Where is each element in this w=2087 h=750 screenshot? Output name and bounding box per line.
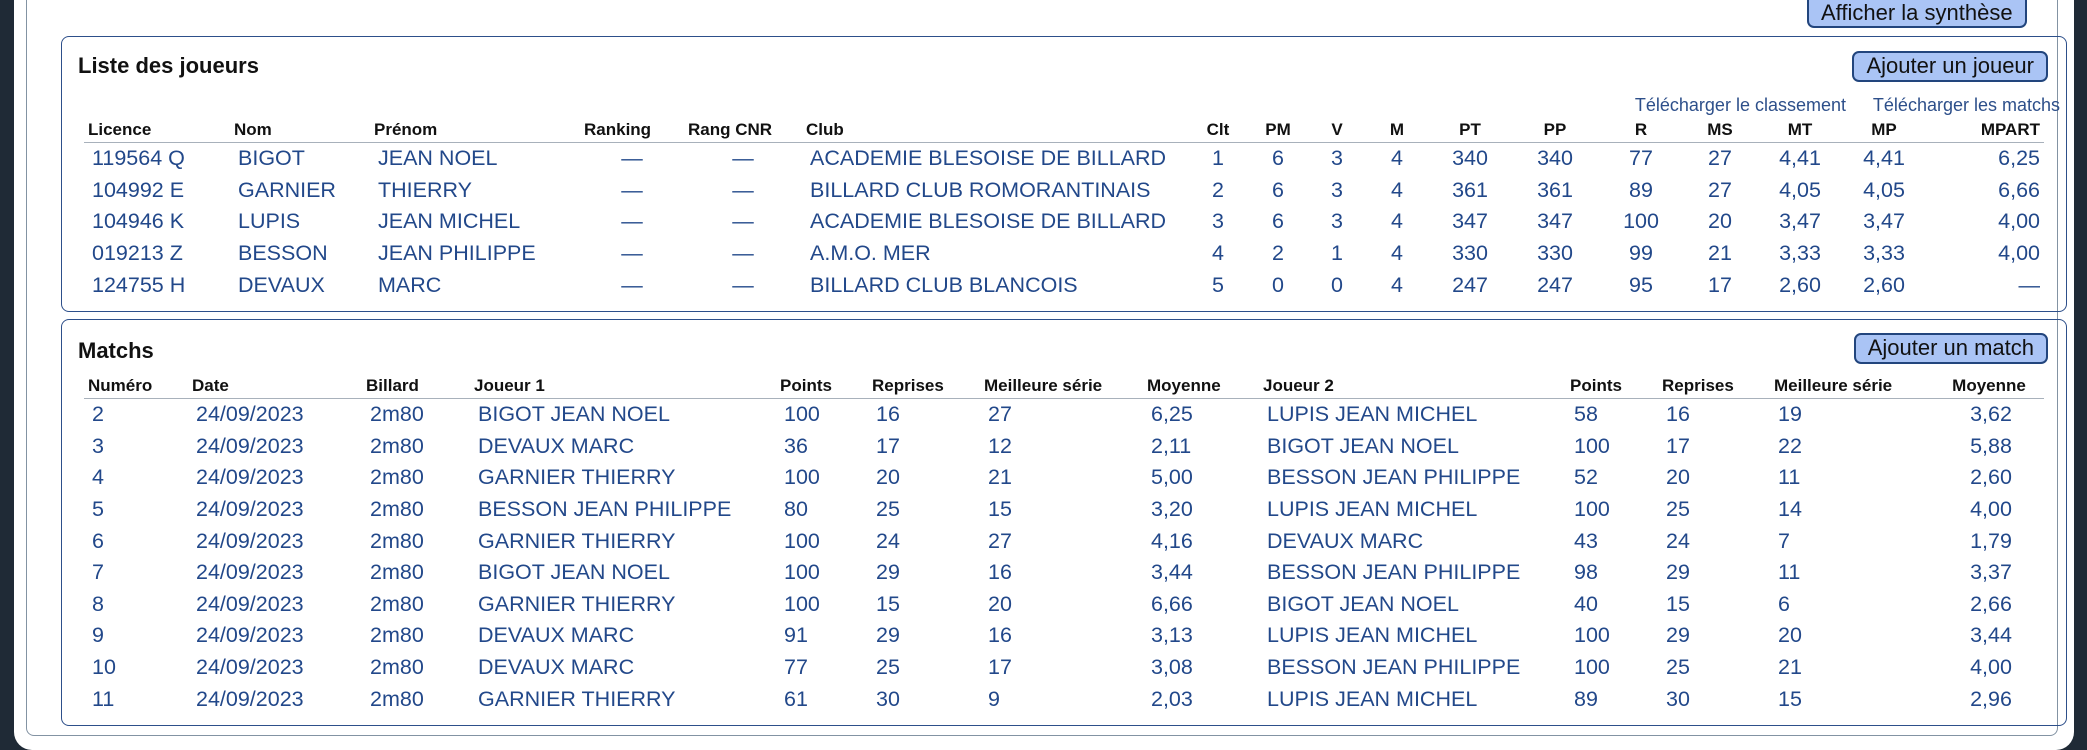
cell-meilleure-serie2: 7	[1778, 528, 1790, 553]
cell-points2: 58	[1574, 402, 1598, 427]
cell-billard: 2m80	[370, 686, 424, 711]
cell-reprises1: 15	[876, 591, 900, 616]
cell-prenom: THIERRY	[378, 177, 472, 202]
cell-club: BILLARD CLUB ROMORANTINAIS	[810, 177, 1151, 202]
header-v: V	[1310, 118, 1364, 143]
cell-points1: 91	[784, 623, 808, 648]
cell-clt: 5	[1212, 272, 1224, 297]
cell-mp: 4,41	[1863, 146, 1905, 171]
cell-points2: 40	[1574, 591, 1598, 616]
player-row[interactable]	[84, 175, 2044, 207]
match-row[interactable]	[84, 683, 2044, 715]
cell-pm: 6	[1272, 209, 1284, 234]
cell-points1: 80	[784, 497, 808, 522]
cell-pt: 247	[1452, 272, 1488, 297]
header-ranking: Ranking	[580, 118, 684, 143]
cell-numero: 2	[92, 402, 104, 427]
cell-meilleure-serie1: 16	[988, 623, 1012, 648]
cell-pm: 6	[1272, 177, 1284, 202]
cell-moyenne2: 2,96	[1970, 686, 2012, 711]
cell-pp: 247	[1537, 272, 1573, 297]
header-prenom: Prénom	[370, 118, 580, 143]
cell-mpart: 4,00	[1998, 241, 2040, 266]
cell-prenom: JEAN PHILIPPE	[378, 241, 536, 266]
cell-club: BILLARD CLUB BLANCOIS	[810, 272, 1078, 297]
cell-meilleure-serie1: 12	[988, 433, 1012, 458]
match-row[interactable]	[84, 462, 2044, 494]
header-ms: MS	[1682, 118, 1758, 143]
cell-ranking: —	[621, 272, 643, 297]
matches-table	[84, 374, 2044, 715]
cell-reprises2: 17	[1666, 433, 1690, 458]
header-clt: Clt	[1190, 118, 1246, 143]
cell-rang-cnr: —	[732, 146, 754, 171]
cell-numero: 3	[92, 433, 104, 458]
header-moyenne1: Moyenne	[1143, 374, 1259, 399]
cell-date: 24/09/2023	[196, 686, 304, 711]
cell-clt: 1	[1212, 146, 1224, 171]
cell-joueur2: BESSON JEAN PHILIPPE	[1267, 655, 1521, 680]
cell-mp: 3,47	[1863, 209, 1905, 234]
cell-club: A.M.O. MER	[810, 241, 931, 266]
cell-joueur2: LUPIS JEAN MICHEL	[1267, 686, 1478, 711]
header-billard: Billard	[362, 374, 470, 399]
cell-reprises1: 16	[876, 402, 900, 427]
cell-meilleure-serie1: 17	[988, 655, 1012, 680]
cell-pt: 330	[1452, 241, 1488, 266]
cell-points1: 100	[784, 560, 820, 585]
cell-moyenne1: 2,03	[1151, 686, 1193, 711]
cell-meilleure-serie2: 11	[1778, 465, 1801, 490]
cell-r: 95	[1629, 272, 1653, 297]
cell-joueur2: BESSON JEAN PHILIPPE	[1267, 465, 1521, 490]
match-row[interactable]	[84, 525, 2044, 557]
matches-header-row	[84, 374, 2044, 399]
cell-moyenne2: 2,60	[1970, 465, 2012, 490]
cell-r: 77	[1629, 146, 1653, 171]
cell-reprises2: 30	[1666, 686, 1690, 711]
cell-ranking: —	[621, 241, 643, 266]
cell-joueur1: BIGOT JEAN NOEL	[478, 560, 670, 585]
header-pt: PT	[1430, 118, 1510, 143]
cell-ms: 21	[1708, 241, 1732, 266]
cell-numero: 5	[92, 497, 104, 522]
header-pm: PM	[1246, 118, 1310, 143]
cell-joueur1: DEVAUX MARC	[478, 623, 635, 648]
header-club: Club	[802, 118, 1190, 143]
cell-meilleure-serie2: 20	[1778, 623, 1802, 648]
cell-moyenne1: 4,16	[1151, 528, 1193, 553]
cell-v: 3	[1331, 209, 1343, 234]
cell-numero: 10	[92, 655, 116, 680]
cell-mt: 3,33	[1779, 241, 1821, 266]
cell-reprises1: 29	[876, 560, 900, 585]
cell-moyenne1: 6,66	[1151, 591, 1193, 616]
header-mt: MT	[1758, 118, 1842, 143]
cell-meilleure-serie2: 21	[1778, 655, 1802, 680]
cell-licence: 019213 Z	[92, 241, 183, 266]
header-joueur1: Joueur 1	[470, 374, 776, 399]
cell-rang-cnr: —	[732, 209, 754, 234]
cell-meilleure-serie1: 27	[988, 528, 1012, 553]
header-r: R	[1600, 118, 1682, 143]
cell-mp: 2,60	[1863, 272, 1905, 297]
matches-title: Matchs	[78, 338, 154, 363]
header-licence: Licence	[84, 118, 230, 143]
header-mp: MP	[1842, 118, 1926, 143]
cell-mt: 4,05	[1779, 177, 1821, 202]
cell-reprises2: 29	[1666, 560, 1690, 585]
cell-joueur1: GARNIER THIERRY	[478, 686, 676, 711]
cell-nom: DEVAUX	[238, 272, 325, 297]
cell-moyenne2: 3,44	[1970, 623, 2012, 648]
cell-rang-cnr: —	[732, 272, 754, 297]
cell-reprises2: 29	[1666, 623, 1690, 648]
cell-ms: 27	[1708, 146, 1732, 171]
cell-licence: 104946 K	[92, 209, 185, 234]
cell-points1: 100	[784, 528, 820, 553]
cell-m: 4	[1391, 272, 1403, 297]
cell-prenom: JEAN NOEL	[378, 146, 498, 171]
players-header-row	[84, 118, 2044, 143]
cell-pm: 0	[1272, 272, 1284, 297]
cell-joueur2: BIGOT JEAN NOEL	[1267, 433, 1459, 458]
header-numero: Numéro	[84, 374, 188, 399]
cell-meilleure-serie2: 11	[1778, 560, 1801, 585]
cell-joueur1: BESSON JEAN PHILIPPE	[478, 497, 732, 522]
cell-billard: 2m80	[370, 655, 424, 680]
cell-joueur2: LUPIS JEAN MICHEL	[1267, 402, 1478, 427]
cell-meilleure-serie1: 15	[988, 497, 1012, 522]
cell-joueur2: BIGOT JEAN NOEL	[1267, 591, 1459, 616]
cell-date: 24/09/2023	[196, 623, 304, 648]
cell-clt: 2	[1212, 177, 1224, 202]
players-title: Liste des joueurs	[78, 53, 259, 78]
cell-v: 1	[1331, 241, 1343, 266]
cell-reprises2: 24	[1666, 528, 1690, 553]
match-row[interactable]	[84, 620, 2044, 652]
cell-date: 24/09/2023	[196, 591, 304, 616]
cell-date: 24/09/2023	[196, 497, 304, 522]
cell-pp: 340	[1537, 146, 1573, 171]
header-meilleure-serie2: Meilleure série	[1770, 374, 1934, 399]
cell-club: ACADEMIE BLESOISE DE BILLARD	[810, 209, 1167, 234]
cell-joueur1: GARNIER THIERRY	[478, 465, 676, 490]
cell-numero: 6	[92, 528, 104, 553]
cell-billard: 2m80	[370, 591, 424, 616]
header-rang-cnr: Rang CNR	[684, 118, 802, 143]
cell-joueur1: GARNIER THIERRY	[478, 591, 676, 616]
cell-pt: 347	[1452, 209, 1488, 234]
cell-points1: 100	[784, 465, 820, 490]
players-section	[61, 36, 2067, 312]
player-row[interactable]	[84, 206, 2044, 238]
cell-points1: 100	[784, 402, 820, 427]
add-match-button[interactable]: Ajouter un match	[1854, 333, 2048, 364]
header-mpart: MPART	[1926, 118, 2044, 143]
cell-date: 24/09/2023	[196, 528, 304, 553]
cell-points2: 100	[1574, 497, 1610, 522]
cell-numero: 8	[92, 591, 104, 616]
cell-mt: 2,60	[1779, 272, 1821, 297]
cell-meilleure-serie1: 21	[988, 465, 1012, 490]
cell-v: 0	[1331, 272, 1343, 297]
competition-panel	[26, 0, 2058, 736]
cell-pp: 330	[1537, 241, 1573, 266]
cell-joueur1: GARNIER THIERRY	[478, 528, 676, 553]
cell-meilleure-serie2: 6	[1778, 591, 1790, 616]
cell-points2: 98	[1574, 560, 1598, 585]
cell-date: 24/09/2023	[196, 560, 304, 585]
match-row[interactable]	[84, 652, 2044, 684]
header-points1: Points	[776, 374, 868, 399]
cell-ranking: —	[621, 177, 643, 202]
cell-pp: 361	[1537, 177, 1573, 202]
cell-licence: 119564 Q	[92, 146, 185, 171]
cell-meilleure-serie2: 14	[1778, 497, 1802, 522]
match-row[interactable]	[84, 589, 2044, 621]
cell-ranking: —	[621, 146, 643, 171]
match-row[interactable]	[84, 431, 2044, 463]
cell-moyenne2: 1,79	[1970, 528, 2012, 553]
cell-meilleure-serie1: 9	[988, 686, 1000, 711]
cell-meilleure-serie2: 15	[1778, 686, 1802, 711]
cell-m: 4	[1391, 146, 1403, 171]
cell-moyenne2: 5,88	[1970, 433, 2012, 458]
player-row[interactable]	[84, 269, 2044, 301]
cell-clt: 4	[1212, 241, 1224, 266]
cell-club: ACADEMIE BLESOISE DE BILLARD	[810, 146, 1167, 171]
cell-points1: 77	[784, 655, 808, 680]
cell-moyenne1: 3,20	[1151, 497, 1193, 522]
cell-m: 4	[1391, 177, 1403, 202]
matches-section	[61, 319, 2067, 726]
cell-joueur1: DEVAUX MARC	[478, 655, 635, 680]
cell-reprises1: 29	[876, 623, 900, 648]
cell-ms: 20	[1708, 209, 1732, 234]
cell-billard: 2m80	[370, 402, 424, 427]
cell-pt: 361	[1452, 177, 1488, 202]
cell-m: 4	[1391, 209, 1403, 234]
cell-pm: 2	[1272, 241, 1284, 266]
cell-moyenne2: 2,66	[1970, 591, 2012, 616]
cell-points2: 89	[1574, 686, 1598, 711]
cell-date: 24/09/2023	[196, 655, 304, 680]
download-matches-link[interactable]: Télécharger les matchs	[1872, 95, 2060, 115]
cell-ms: 17	[1708, 272, 1732, 297]
header-reprises1: Reprises	[868, 374, 980, 399]
cell-billard: 2m80	[370, 623, 424, 648]
cell-points2: 100	[1574, 655, 1610, 680]
players-table	[84, 118, 2044, 301]
cell-rang-cnr: —	[732, 177, 754, 202]
header-nom: Nom	[230, 118, 370, 143]
cell-joueur2: DEVAUX MARC	[1267, 528, 1424, 553]
cell-points1: 36	[784, 433, 808, 458]
cell-meilleure-serie1: 27	[988, 402, 1012, 427]
cell-meilleure-serie1: 20	[988, 591, 1012, 616]
add-player-button[interactable]: Ajouter un joueur	[1852, 51, 2048, 82]
cell-mpart: 6,25	[1998, 146, 2040, 171]
cell-reprises2: 25	[1666, 655, 1690, 680]
header-date: Date	[188, 374, 362, 399]
cell-moyenne2: 3,37	[1970, 560, 2012, 585]
cell-pm: 6	[1272, 146, 1284, 171]
cell-r: 100	[1623, 209, 1659, 234]
cell-rang-cnr: —	[732, 241, 754, 266]
cell-numero: 9	[92, 623, 104, 648]
cell-moyenne1: 6,25	[1151, 402, 1193, 427]
cell-nom: BIGOT	[238, 146, 305, 171]
cell-mt: 3,47	[1779, 209, 1821, 234]
cell-meilleure-serie2: 22	[1778, 433, 1802, 458]
cell-billard: 2m80	[370, 465, 424, 490]
cell-date: 24/09/2023	[196, 402, 304, 427]
cell-v: 3	[1331, 177, 1343, 202]
cell-nom: BESSON	[238, 241, 328, 266]
cell-billard: 2m80	[370, 528, 424, 553]
header-pp: PP	[1510, 118, 1600, 143]
cell-joueur2: LUPIS JEAN MICHEL	[1267, 497, 1478, 522]
header-reprises2: Reprises	[1658, 374, 1770, 399]
cell-joueur2: BESSON JEAN PHILIPPE	[1267, 560, 1521, 585]
cell-joueur1: DEVAUX MARC	[478, 433, 635, 458]
cell-moyenne1: 3,08	[1151, 655, 1193, 680]
cell-ms: 27	[1708, 177, 1732, 202]
cell-date: 24/09/2023	[196, 465, 304, 490]
cell-mpart: 4,00	[1998, 209, 2040, 234]
cell-date: 24/09/2023	[196, 433, 304, 458]
cell-billard: 2m80	[370, 497, 424, 522]
cell-licence: 124755 H	[92, 272, 186, 297]
cell-mt: 4,41	[1779, 146, 1821, 171]
cell-reprises2: 20	[1666, 465, 1690, 490]
player-row[interactable]	[84, 143, 2044, 175]
cell-mp: 3,33	[1863, 241, 1905, 266]
app-window	[14, 0, 2074, 750]
header-m: M	[1364, 118, 1430, 143]
cell-licence: 104992 E	[92, 177, 185, 202]
header-points2: Points	[1566, 374, 1658, 399]
header-meilleure-serie1: Meilleure série	[980, 374, 1143, 399]
cell-reprises1: 24	[876, 528, 900, 553]
cell-meilleure-serie1: 16	[988, 560, 1012, 585]
cell-moyenne2: 4,00	[1970, 655, 2012, 680]
cell-reprises2: 25	[1666, 497, 1690, 522]
match-row[interactable]	[84, 399, 2044, 431]
cell-prenom: MARC	[378, 272, 442, 297]
cell-reprises2: 15	[1666, 591, 1690, 616]
cell-mpart: —	[2018, 272, 2040, 297]
cell-joueur2: LUPIS JEAN MICHEL	[1267, 623, 1478, 648]
cell-reprises1: 20	[876, 465, 900, 490]
cell-joueur1: BIGOT JEAN NOEL	[478, 402, 670, 427]
cell-nom: LUPIS	[238, 209, 301, 234]
cell-r: 99	[1629, 241, 1653, 266]
cell-points1: 61	[784, 686, 808, 711]
cell-moyenne1: 2,11	[1151, 433, 1192, 458]
header-joueur2: Joueur 2	[1259, 374, 1566, 399]
cell-mpart: 6,66	[1998, 177, 2040, 202]
header-moyenne2: Moyenne	[1934, 374, 2044, 399]
cell-meilleure-serie2: 19	[1778, 402, 1802, 427]
cell-points2: 52	[1574, 465, 1598, 490]
cell-reprises2: 16	[1666, 402, 1690, 427]
cell-moyenne2: 4,00	[1970, 497, 2012, 522]
cell-numero: 4	[92, 465, 104, 490]
cell-r: 89	[1629, 177, 1653, 202]
cell-ranking: —	[621, 209, 643, 234]
cell-reprises1: 17	[876, 433, 900, 458]
match-row[interactable]	[84, 494, 2044, 526]
cell-numero: 11	[92, 686, 115, 711]
cell-billard: 2m80	[370, 433, 424, 458]
cell-moyenne2: 3,62	[1970, 402, 2012, 427]
cell-reprises1: 30	[876, 686, 900, 711]
cell-reprises1: 25	[876, 497, 900, 522]
cell-moyenne1: 3,13	[1151, 623, 1193, 648]
cell-pt: 340	[1452, 146, 1488, 171]
cell-numero: 7	[92, 560, 104, 585]
download-ranking-link[interactable]: Télécharger le classement	[1634, 95, 1846, 115]
cell-clt: 3	[1212, 209, 1224, 234]
cell-points2: 100	[1574, 433, 1610, 458]
player-row[interactable]	[84, 238, 2044, 270]
cell-pp: 347	[1537, 209, 1573, 234]
cell-points2: 43	[1574, 528, 1598, 553]
cell-prenom: JEAN MICHEL	[378, 209, 521, 234]
match-row[interactable]	[84, 557, 2044, 589]
cell-reprises1: 25	[876, 655, 900, 680]
cell-moyenne1: 3,44	[1151, 560, 1193, 585]
cell-nom: GARNIER	[238, 177, 336, 202]
cell-v: 3	[1331, 146, 1343, 171]
cell-m: 4	[1391, 241, 1403, 266]
cell-mp: 4,05	[1863, 177, 1905, 202]
show-summary-button[interactable]: Afficher la synthèse	[1807, 0, 2027, 28]
cell-points2: 100	[1574, 623, 1610, 648]
cell-points1: 100	[784, 591, 820, 616]
cell-moyenne1: 5,00	[1151, 465, 1193, 490]
cell-billard: 2m80	[370, 560, 424, 585]
